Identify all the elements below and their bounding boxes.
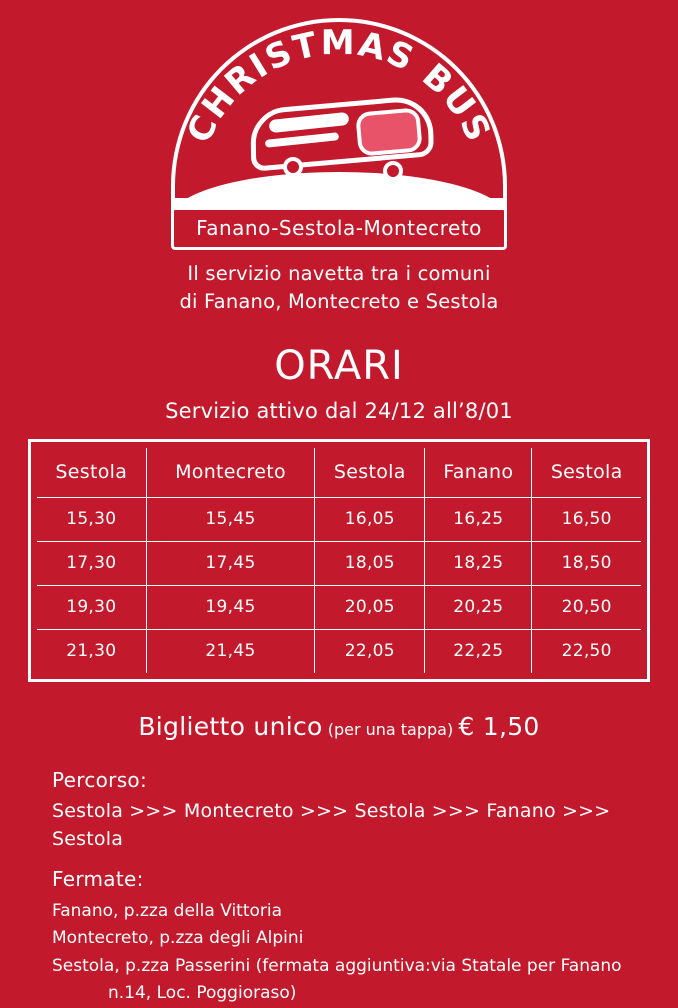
column-header-2: Montecreto [146, 448, 315, 498]
spacer [52, 854, 678, 864]
logo-banner: Fanano-Sestola-Montecreto [171, 207, 507, 250]
column-header-3: Sestola [315, 448, 425, 498]
stops-list [52, 898, 678, 1008]
table-header-row [37, 448, 641, 498]
christmas-bus-logo [163, 18, 515, 250]
cell-time: 17,30 [37, 541, 146, 585]
timetable-body [37, 497, 641, 673]
ticket-label: Biglietto unico [138, 711, 323, 741]
cell-time: 22,50 [532, 629, 641, 673]
cell-time: 21,30 [37, 629, 146, 673]
subtitle-line-1: Il servizio navetta tra i comuni [187, 262, 491, 285]
timetable-frame [28, 439, 650, 682]
column-header-4: Fanano [425, 448, 532, 498]
cell-time: 16,05 [315, 497, 425, 541]
cell-time: 17,45 [146, 541, 315, 585]
ticket-price-line [0, 712, 678, 741]
cell-time: 19,30 [37, 585, 146, 629]
service-period: Servizio attivo dal 24/12 all’8/01 [165, 398, 513, 423]
info-section [52, 765, 678, 1008]
list-item: Sestola, p.zza Passerini (fermata aggiuntiva:via Statale per Fanano [52, 955, 622, 976]
svg-text:CHRISTMAS BUS [179, 23, 499, 149]
logo-arc-label: CHRISTMAS BUS [179, 23, 499, 150]
table-row [37, 629, 641, 673]
cell-time: 19,45 [146, 585, 315, 629]
cell-time: 21,45 [146, 629, 315, 673]
list-item: Fanano, p.zza della Vittoria [52, 900, 283, 921]
cell-time: 18,25 [425, 541, 532, 585]
cell-time: 15,30 [37, 497, 146, 541]
timetable-head [37, 448, 641, 498]
cell-time: 22,05 [315, 629, 425, 673]
cell-time: 18,50 [532, 541, 641, 585]
ticket-note: (per una tappa) [327, 719, 454, 739]
route-text: Sestola >>> Montecreto >>> Sestola >>> Fanano >>> Sestola [52, 799, 611, 851]
cell-time: 16,50 [532, 497, 641, 541]
table-row [37, 541, 641, 585]
cell-time: 20,25 [425, 585, 532, 629]
page-title: ORARI [274, 342, 404, 389]
list-item: n.14, Loc. Poggioraso) [108, 983, 297, 1004]
column-header-5: Sestola [532, 448, 641, 498]
table-row [37, 585, 641, 629]
timetable [37, 448, 641, 673]
list-item: Montecreto, p.zza degli Alpini [52, 928, 304, 949]
service-subtitle [0, 260, 678, 317]
cell-time: 15,45 [146, 497, 315, 541]
column-header-1: Sestola [37, 448, 146, 498]
cell-time: 20,50 [532, 585, 641, 629]
stops-label: Fermate: [52, 866, 144, 891]
route-label: Percorso: [52, 767, 147, 792]
ticket-amount: € 1,50 [458, 711, 540, 741]
subtitle-line-2: di Fanano, Montecreto e Sestola [179, 290, 499, 314]
cell-time: 22,25 [425, 629, 532, 673]
cell-time: 18,05 [315, 541, 425, 585]
cell-time: 16,25 [425, 497, 532, 541]
logo-container [0, 0, 678, 250]
cell-time: 20,05 [315, 585, 425, 629]
table-row [37, 497, 641, 541]
